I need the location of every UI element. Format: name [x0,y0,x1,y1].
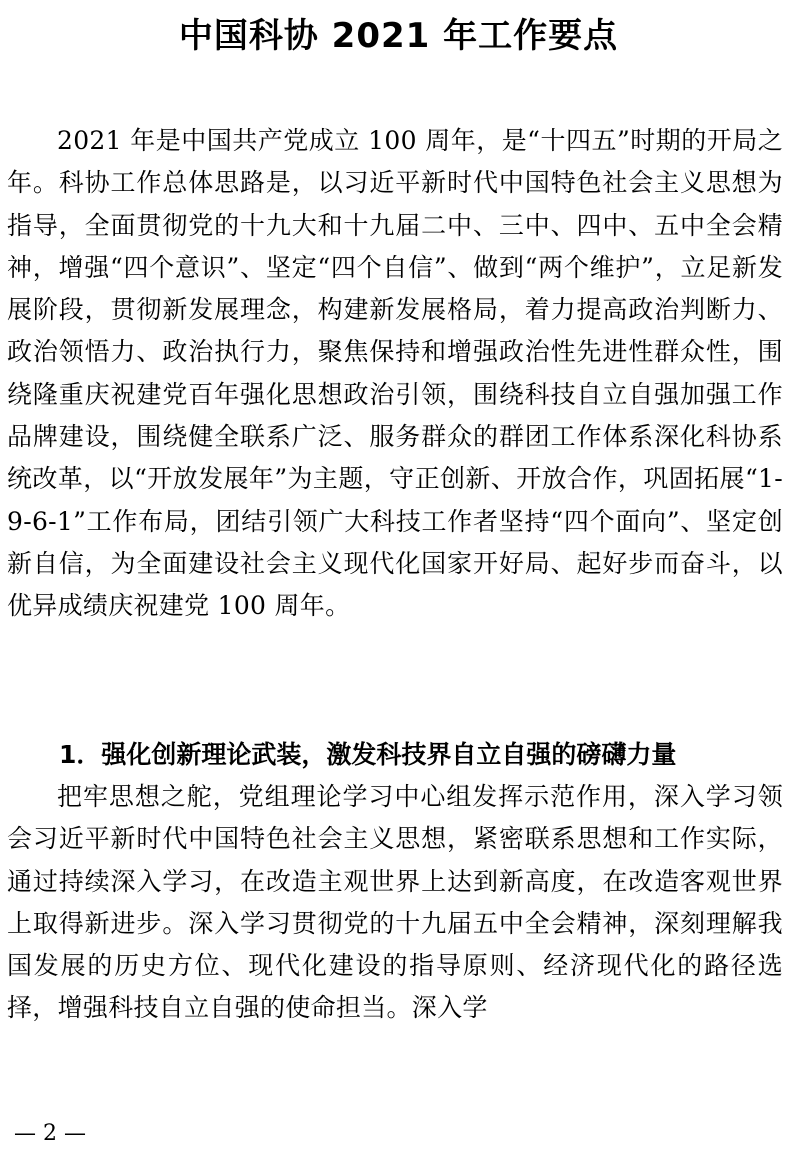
section-1-paragraph: 把牢思想之舵，党组理论学习中心组发挥示范作用，深入学习领会习近平新时代中国特色社会主义思想，紧密联系思想和工作实际，通过持续深入学习，在改造主观世界上达到新高度，在改造客观世界上取得新进步。深入学习贯彻党的十九届五中全会精神，深刻理解我国发展的历史方位、现代化建设的指导原则、经济现代化的路径选择，增强科技自立自强的使命担当。深入学 [7,782,783,1023]
page-number: — 2 — [14,1121,86,1146]
document-title: 中国科协 2021 年工作要点 [178,16,619,56]
section-heading-1: 1．强化创新理论武装，激发科技界自立自强的磅礴力量 [59,740,677,769]
intro-paragraph: 2021 年是中国共产党成立 100 周年，是“十四五”时期的开局之年。科协工作总体思路是，以习近平新时代中国特色社会主义思想为指导，全面贯彻党的十九大和十九届二中、三中、四中、五中全会精神，增强“四个意识”、坚定“四个自信”、做到“两个维护”，立足新发展阶段，贯彻新发展理念，构建新发展格局，着力提高政治判断力、政治领悟力、政治执行力，聚焦保持和增强政治性先进性群众性，围绕隆重庆祝建党百年强化思想政治引领，围绕科技自立自强加强工作品牌建设，围绕健全联系广泛、服务群众的群团工作体系深化科协系统改革，以“开放发展年”为主题，守正创新、开放合作，巩固拓展“1-9-6-1”工作布局，团结引领广大科技工作者坚持“四个面向”、坚定创新自信，为全面建设社会主义现代化国家开好局、起好步而奋斗，以优异成绩庆祝建党 100 周年。 [7,126,783,621]
